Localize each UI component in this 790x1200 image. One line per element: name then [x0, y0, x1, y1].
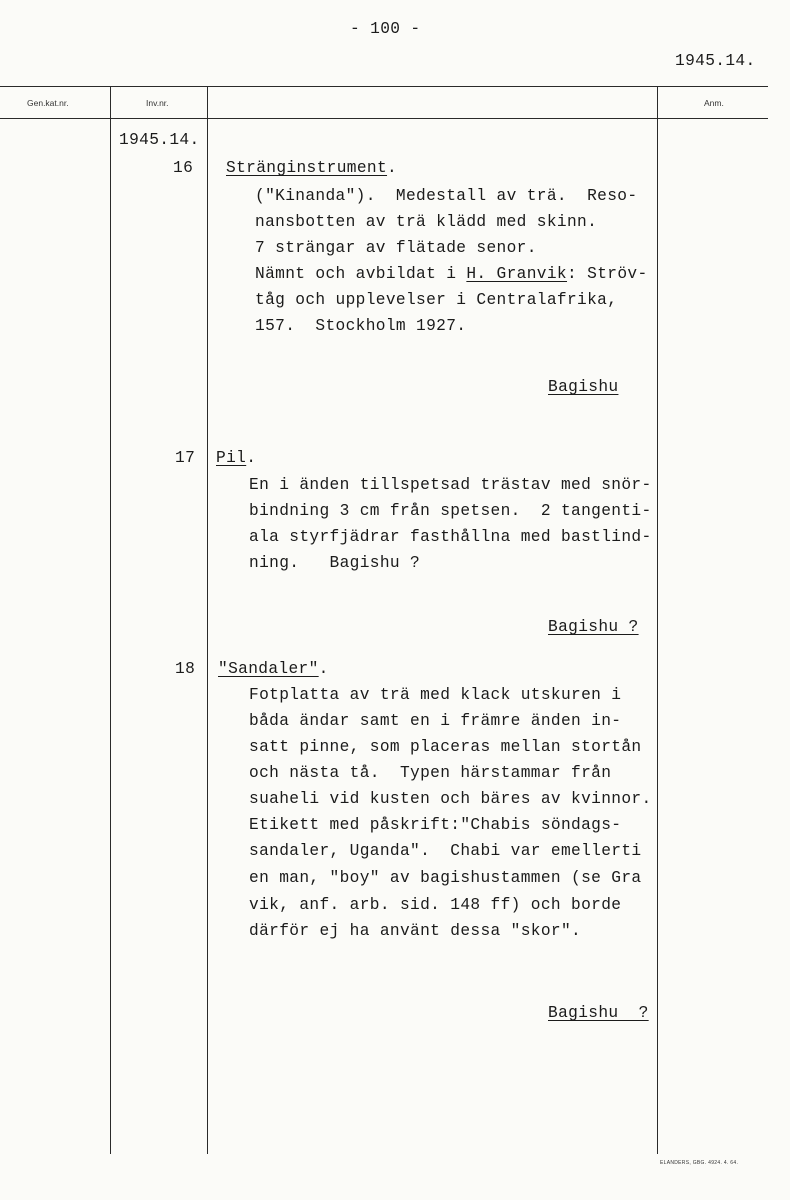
page-number: - 100 -: [350, 20, 421, 38]
entry-text-line: en man, "boy" av bagishustammen (se Gra: [249, 869, 642, 887]
entry-number: 18: [175, 660, 196, 678]
entry-text-line: Etikett med påskrift:"Chabis söndags-: [249, 816, 622, 834]
column-divider-2: [207, 86, 208, 1154]
entry-text-line: därför ej ha använt dessa "skor".: [249, 922, 582, 940]
entry-title: Pil.: [216, 449, 257, 467]
entry-text-line: En i änden tillspetsad trästav med snör-: [249, 476, 652, 494]
entry-text-line: ning. Bagishu ?: [249, 554, 421, 572]
column-header-anm: Anm.: [704, 98, 724, 108]
entry-number: 17: [175, 449, 196, 467]
entry-text-line: 7 strängar av flätade senor.: [255, 239, 537, 257]
column-header-inv: Inv.nr.: [146, 98, 169, 108]
header-top-rule: [0, 86, 768, 87]
entry-text-line: ala styrfjädrar fasthållna med bastlind-: [249, 528, 652, 546]
printer-imprint: ELANDERS, GBG. 4924. 4. 64.: [660, 1160, 739, 1166]
accession-header: 1945.14.: [675, 52, 756, 70]
column-divider-1: [110, 86, 111, 1154]
entry-reference-line: Nämnt och avbildat i H. Granvik: Ströv-: [255, 265, 648, 283]
entry-text-line: 157. Stockholm 1927.: [255, 317, 467, 335]
entry-title: "Sandaler".: [218, 660, 329, 678]
entry-origin: Bagishu ?: [548, 1004, 649, 1022]
entry-text-line: ("Kinanda"). Medestall av trä. Reso-: [255, 187, 638, 205]
entry-text-line: suaheli vid kusten och bäres av kvinnor.: [249, 790, 652, 808]
entry-origin: Bagishu ?: [548, 618, 639, 636]
entry-text-line: vik, anf. arb. sid. 148 ff) och borde: [249, 896, 622, 914]
header-bottom-rule: [0, 118, 768, 119]
entry-text-line: bindning 3 cm från spetsen. 2 tangenti-: [249, 502, 652, 520]
entry-text-line: och nästa tå. Typen härstammar från: [249, 764, 612, 782]
series-number: 1945.14.: [119, 131, 200, 149]
entry-text-line: nansbotten av trä klädd med skinn.: [255, 213, 598, 231]
entry-number: 16: [173, 159, 194, 177]
entry-title: Stränginstrument.: [226, 159, 398, 177]
entry-text-line: tåg och upplevelser i Centralafrika,: [255, 291, 618, 309]
entry-text-line: sandaler, Uganda". Chabi var emellerti: [249, 842, 642, 860]
entry-origin: Bagishu: [548, 378, 619, 396]
column-header-gen-kat: Gen.kat.nr.: [27, 98, 69, 108]
entry-text-line: Fotplatta av trä med klack utskuren i: [249, 686, 622, 704]
entry-text-line: satt pinne, som placeras mellan stortån: [249, 738, 642, 756]
column-divider-3: [657, 86, 658, 1154]
entry-text-line: båda ändar samt en i främre änden in-: [249, 712, 622, 730]
